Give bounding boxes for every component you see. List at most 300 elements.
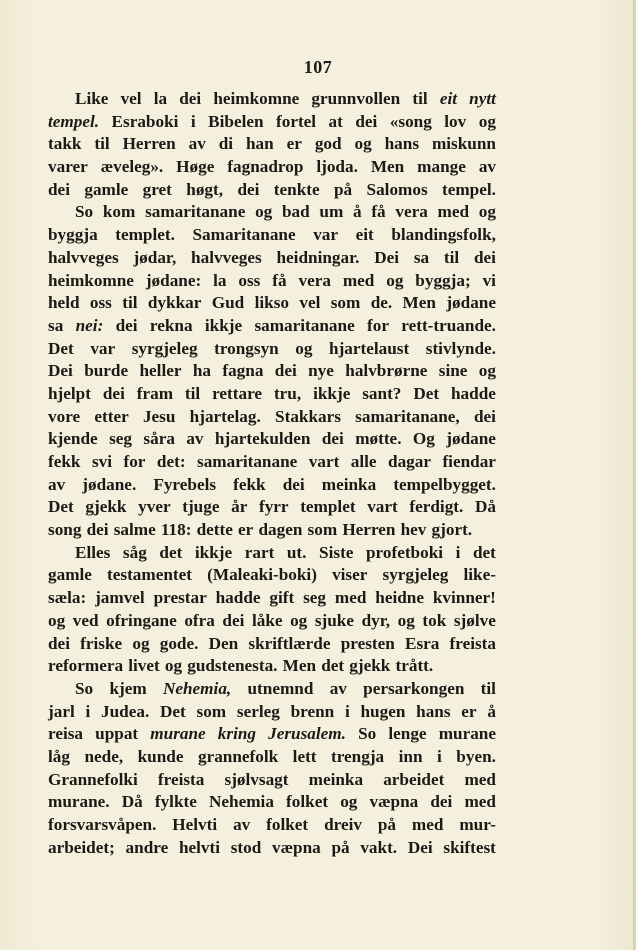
word: sjølvsagt <box>224 769 289 789</box>
word: So <box>75 202 94 222</box>
word: gjort. <box>431 520 473 540</box>
word: sa <box>48 315 64 335</box>
word: møtte. <box>355 429 402 449</box>
word: tjuge <box>182 497 220 517</box>
word: folket <box>266 815 309 834</box>
word: vi <box>482 270 496 290</box>
word: oss <box>89 293 112 313</box>
word: tempel. <box>442 179 496 199</box>
word: nye <box>308 361 334 381</box>
word: sjuke <box>314 610 354 630</box>
word: og <box>255 202 273 222</box>
word: å <box>353 202 362 222</box>
word: lett <box>292 746 317 766</box>
word: sant? <box>362 383 402 403</box>
text-line <box>48 837 496 860</box>
word: hjelpt <box>48 383 91 403</box>
text-line <box>48 655 496 678</box>
italic-word: Nehemia, <box>162 678 232 698</box>
word: eit <box>355 225 374 245</box>
text-line <box>48 564 496 587</box>
word: dei <box>355 111 378 131</box>
word: heidningar. <box>276 247 360 267</box>
text-line <box>48 201 496 224</box>
word: på <box>333 179 353 199</box>
word: trengja <box>331 746 385 766</box>
text-line <box>48 315 496 338</box>
word: So <box>358 724 377 744</box>
word: til <box>412 89 428 108</box>
word: ofra <box>184 610 215 630</box>
text-line <box>48 701 496 724</box>
word: seg <box>303 588 327 608</box>
word: rettare <box>212 383 263 403</box>
word: mange <box>417 157 466 177</box>
word: mur- <box>459 815 496 834</box>
word: etter <box>94 406 129 426</box>
text-line <box>48 587 496 610</box>
word: profetboki <box>366 542 444 562</box>
word: dei <box>237 179 260 199</box>
word: jødane: <box>145 270 202 290</box>
word: tru, <box>273 383 302 403</box>
word: la <box>213 270 227 290</box>
word: låg <box>48 746 70 766</box>
word: med <box>464 792 496 812</box>
word: hans <box>416 701 451 721</box>
word: og <box>295 338 313 358</box>
text-line <box>48 610 496 633</box>
word: med <box>464 769 496 789</box>
word: brenn <box>290 701 335 721</box>
word: og <box>386 270 404 290</box>
word: vera <box>395 202 428 222</box>
italic-word: tempel. <box>48 111 100 131</box>
text-line <box>48 383 496 406</box>
word: templet. <box>115 225 175 245</box>
text-line <box>48 292 496 315</box>
word: heller <box>139 361 182 381</box>
word: meinka <box>321 474 377 494</box>
word: dei <box>48 633 70 653</box>
word: yver <box>138 497 171 517</box>
text-line <box>48 746 496 769</box>
word: jødane. <box>82 474 137 494</box>
word: av <box>478 157 496 177</box>
word: Dei <box>48 361 73 381</box>
word: bad <box>281 202 310 222</box>
word: jødane <box>446 293 496 313</box>
text-line <box>48 156 496 179</box>
text-line <box>48 133 496 156</box>
word: Jesu <box>142 406 176 426</box>
word: dei <box>179 89 202 108</box>
word: låke <box>251 610 283 630</box>
word: hadde <box>215 588 261 608</box>
word: Siste <box>319 542 354 562</box>
word: gamle <box>48 565 92 585</box>
word: Helvti <box>172 815 218 834</box>
word: fekk <box>48 452 81 471</box>
word: vart <box>367 497 398 517</box>
word: kunde <box>137 746 184 766</box>
word: dette <box>196 520 233 540</box>
text-line <box>48 88 496 111</box>
word: i <box>190 111 196 131</box>
word: var <box>313 225 339 245</box>
word: presten <box>340 633 395 653</box>
word: gift <box>269 588 295 608</box>
word: dei <box>430 792 453 812</box>
text-line <box>48 360 496 383</box>
word: dykkar <box>147 293 202 313</box>
word: dagar <box>388 452 431 471</box>
word: utnemnd <box>247 678 314 698</box>
word: til <box>122 293 138 313</box>
italic-word: nei: <box>75 315 104 335</box>
word: Fyrebels <box>153 474 217 494</box>
word: til <box>443 247 460 267</box>
word: um <box>319 202 344 222</box>
word: rett-truande. <box>401 315 496 335</box>
word: og <box>478 111 496 131</box>
word: han <box>246 134 274 154</box>
word: og <box>478 202 496 222</box>
word: byen. <box>456 746 496 766</box>
word: So <box>75 678 94 698</box>
word: oss <box>238 270 261 290</box>
word: med <box>437 202 470 222</box>
word: Stakkars <box>275 406 341 426</box>
word: burde <box>84 361 129 381</box>
word: likso <box>254 293 289 313</box>
word: Men <box>370 157 405 177</box>
word: hjartelag. <box>189 406 261 426</box>
word: for <box>123 452 146 471</box>
word: hans <box>384 134 420 154</box>
word: testamentet <box>107 565 192 585</box>
word: fiendar <box>442 452 496 471</box>
text-line <box>48 723 496 746</box>
word: dei <box>282 474 305 494</box>
italic-word: kring <box>217 724 257 744</box>
word: stivlynde. <box>425 338 496 358</box>
word: skiftest <box>443 837 496 857</box>
word: vart <box>308 452 340 471</box>
word: fekk <box>233 474 266 494</box>
word: tok <box>422 610 447 630</box>
word: murane <box>438 724 496 744</box>
word: som <box>307 520 338 540</box>
word: og <box>48 610 66 630</box>
word: salme <box>113 520 156 540</box>
word: få <box>371 202 386 222</box>
word: grunnvollen <box>311 89 401 108</box>
word: inn <box>398 746 423 766</box>
word: det <box>321 656 345 676</box>
word: helvti <box>178 837 220 857</box>
word: sæla: <box>48 588 87 608</box>
word: hugen <box>360 701 406 721</box>
word: og <box>478 361 496 381</box>
word: gamle <box>84 179 129 199</box>
word: Nehemia <box>209 792 274 812</box>
word: såra <box>143 429 175 449</box>
word: templet <box>300 497 356 517</box>
word: heimkomne <box>213 89 300 108</box>
text-line <box>48 814 496 837</box>
word: til <box>184 383 201 403</box>
word: Då <box>474 497 496 517</box>
word: for <box>367 315 389 335</box>
word: er <box>461 701 477 721</box>
word: at <box>328 111 343 131</box>
word: hadde <box>450 383 496 403</box>
word: det: <box>156 452 186 471</box>
page-number: 107 <box>303 57 333 77</box>
word: song <box>48 520 82 540</box>
word: rart <box>244 542 275 562</box>
word: og <box>290 610 308 630</box>
word: og <box>164 656 183 676</box>
word: Då <box>121 792 143 812</box>
word: væpna <box>369 792 419 812</box>
word: like- <box>463 565 496 585</box>
word: væpna <box>272 837 321 857</box>
word: ha <box>192 361 211 381</box>
word: svi <box>91 452 113 471</box>
word: på <box>377 815 397 834</box>
word: sine <box>438 361 468 381</box>
text-line <box>48 791 496 814</box>
word: og <box>354 134 372 154</box>
word: heimkomne <box>48 270 134 290</box>
word: vel <box>120 89 142 108</box>
word: gudstenesta. <box>187 656 278 676</box>
word: gjekk <box>349 656 391 676</box>
text-line <box>48 633 496 656</box>
word: Esra <box>404 633 440 653</box>
word: tenkte <box>273 179 320 199</box>
word: i <box>455 542 461 562</box>
word: år <box>231 497 248 517</box>
word: hjartelaust <box>329 338 410 358</box>
text-line <box>48 519 496 542</box>
word: viser <box>332 565 368 585</box>
word: og <box>340 792 358 812</box>
word: uppat <box>95 724 139 744</box>
word: halvveges <box>191 247 262 267</box>
word: ikkje <box>313 383 351 403</box>
word: Bibelen <box>208 111 264 131</box>
word: livet <box>128 656 160 676</box>
word: sjølve <box>453 610 496 630</box>
word: freista <box>449 633 496 653</box>
word: Dei <box>407 837 433 857</box>
word: blandingsfolk, <box>391 225 496 245</box>
italic-word: Jerusalem. <box>268 724 346 744</box>
word: Like <box>75 89 109 108</box>
word: fram <box>136 383 174 403</box>
word: Det <box>413 383 440 403</box>
word: la <box>153 89 168 108</box>
word: fyrr <box>258 497 289 517</box>
word: 118: <box>160 520 192 540</box>
word: reformera <box>48 656 124 676</box>
text-line <box>48 496 496 519</box>
word: gret <box>142 179 172 199</box>
word: få <box>272 270 287 290</box>
word: til <box>480 678 496 698</box>
word: fylkte <box>154 792 197 812</box>
word: ut. <box>286 542 307 562</box>
word: var <box>90 338 116 358</box>
word: Samaritanane <box>192 225 296 245</box>
word: kom <box>102 202 136 222</box>
word: hev <box>400 520 427 540</box>
word: av <box>48 474 66 494</box>
word: arbeidet <box>383 769 445 789</box>
word: hjartekulden <box>214 429 311 449</box>
word: tempelbygget. <box>393 474 496 494</box>
word: dyr, <box>361 610 391 630</box>
word: Det <box>160 701 186 721</box>
word: friske <box>80 633 123 653</box>
word: jarl <box>48 701 75 721</box>
word: freista <box>157 769 205 789</box>
word: såg <box>122 542 147 562</box>
word: heidne <box>375 588 424 608</box>
text-line <box>48 338 496 361</box>
word: persarkongen <box>363 678 465 698</box>
word: av <box>188 134 206 154</box>
word: Men <box>282 656 317 676</box>
word: «song <box>389 111 432 131</box>
word: lov <box>444 111 467 131</box>
text-line <box>48 406 496 429</box>
word: Det <box>48 338 74 358</box>
word: med <box>342 270 375 290</box>
word: halvveges <box>48 247 119 267</box>
text-line <box>48 179 496 202</box>
word: kvinner! <box>432 588 496 608</box>
word: lenge <box>388 724 427 744</box>
word: vel <box>299 293 321 313</box>
word: med <box>411 815 444 834</box>
word: til <box>94 134 110 154</box>
word: dei <box>48 179 70 199</box>
word: Elles <box>75 542 111 562</box>
word: samaritanane <box>254 315 355 335</box>
word: ikkje <box>194 542 233 562</box>
word: skriftlærde <box>248 633 331 653</box>
word: ofringane <box>106 610 177 630</box>
text-line <box>48 542 496 565</box>
word: murane. <box>48 792 110 812</box>
word: arbeidet; <box>48 837 115 857</box>
word: ved <box>72 610 99 630</box>
body-text <box>48 88 496 859</box>
word: de. <box>370 293 393 313</box>
word: Men <box>402 293 436 313</box>
word: dei <box>222 610 245 630</box>
text-line <box>48 769 496 792</box>
word: i <box>437 746 442 766</box>
word: fagnadrop <box>227 157 304 177</box>
word: Esraboki <box>111 111 179 131</box>
word: reisa <box>48 724 84 744</box>
word: Dei <box>374 247 400 267</box>
word: i <box>85 701 91 721</box>
text-line <box>48 451 496 474</box>
text-line <box>48 247 496 270</box>
word: Og <box>412 429 435 449</box>
word: og <box>397 610 415 630</box>
word: serleg <box>236 701 280 721</box>
word: Herren <box>122 134 176 154</box>
word: grannefolk <box>197 746 279 766</box>
word: trått. <box>395 656 434 676</box>
word: fagna <box>222 361 264 381</box>
word: trongsyn <box>214 338 279 358</box>
italic-word: nytt <box>469 89 496 108</box>
word: det <box>159 542 183 562</box>
word: dei <box>86 520 109 540</box>
italic-word: murane <box>150 724 206 744</box>
word: samaritanane <box>145 202 246 222</box>
word: av <box>186 429 204 449</box>
word: samaritanane <box>197 452 298 471</box>
word: vore <box>48 406 81 426</box>
word: varer <box>48 157 88 177</box>
text-line <box>48 678 496 701</box>
word: andre <box>125 837 169 857</box>
word: Høge <box>176 157 215 177</box>
word: av <box>329 678 347 698</box>
word: alle <box>350 452 377 471</box>
word: som <box>330 293 361 313</box>
word: ferdigt. <box>409 497 464 517</box>
word: dei <box>321 429 344 449</box>
word: byggja; <box>415 270 471 290</box>
word: fortel <box>276 111 317 131</box>
text-line <box>48 270 496 293</box>
word: seg <box>109 429 132 449</box>
word: (Maleaki-boki) <box>207 565 317 585</box>
word: rekna <box>149 315 193 335</box>
word: vera <box>298 270 331 290</box>
word: meinka <box>308 769 364 789</box>
word: det <box>472 542 496 562</box>
text-line <box>48 224 496 247</box>
word: på <box>331 837 350 857</box>
word: dei <box>274 361 297 381</box>
word: byggja <box>48 225 98 245</box>
word: kjende <box>48 429 98 449</box>
word: dagen <box>258 520 303 540</box>
word: høgt, <box>186 179 224 199</box>
word: Det <box>48 497 74 517</box>
word: Herren <box>342 520 396 540</box>
word: æveleg». <box>100 157 164 177</box>
word: Judea. <box>101 701 150 721</box>
word: syrgjeleg <box>131 338 198 358</box>
word: held <box>48 293 80 313</box>
word: folket <box>286 792 329 812</box>
word: sa <box>413 247 430 267</box>
word: å <box>487 701 496 721</box>
word: prestar <box>153 588 207 608</box>
